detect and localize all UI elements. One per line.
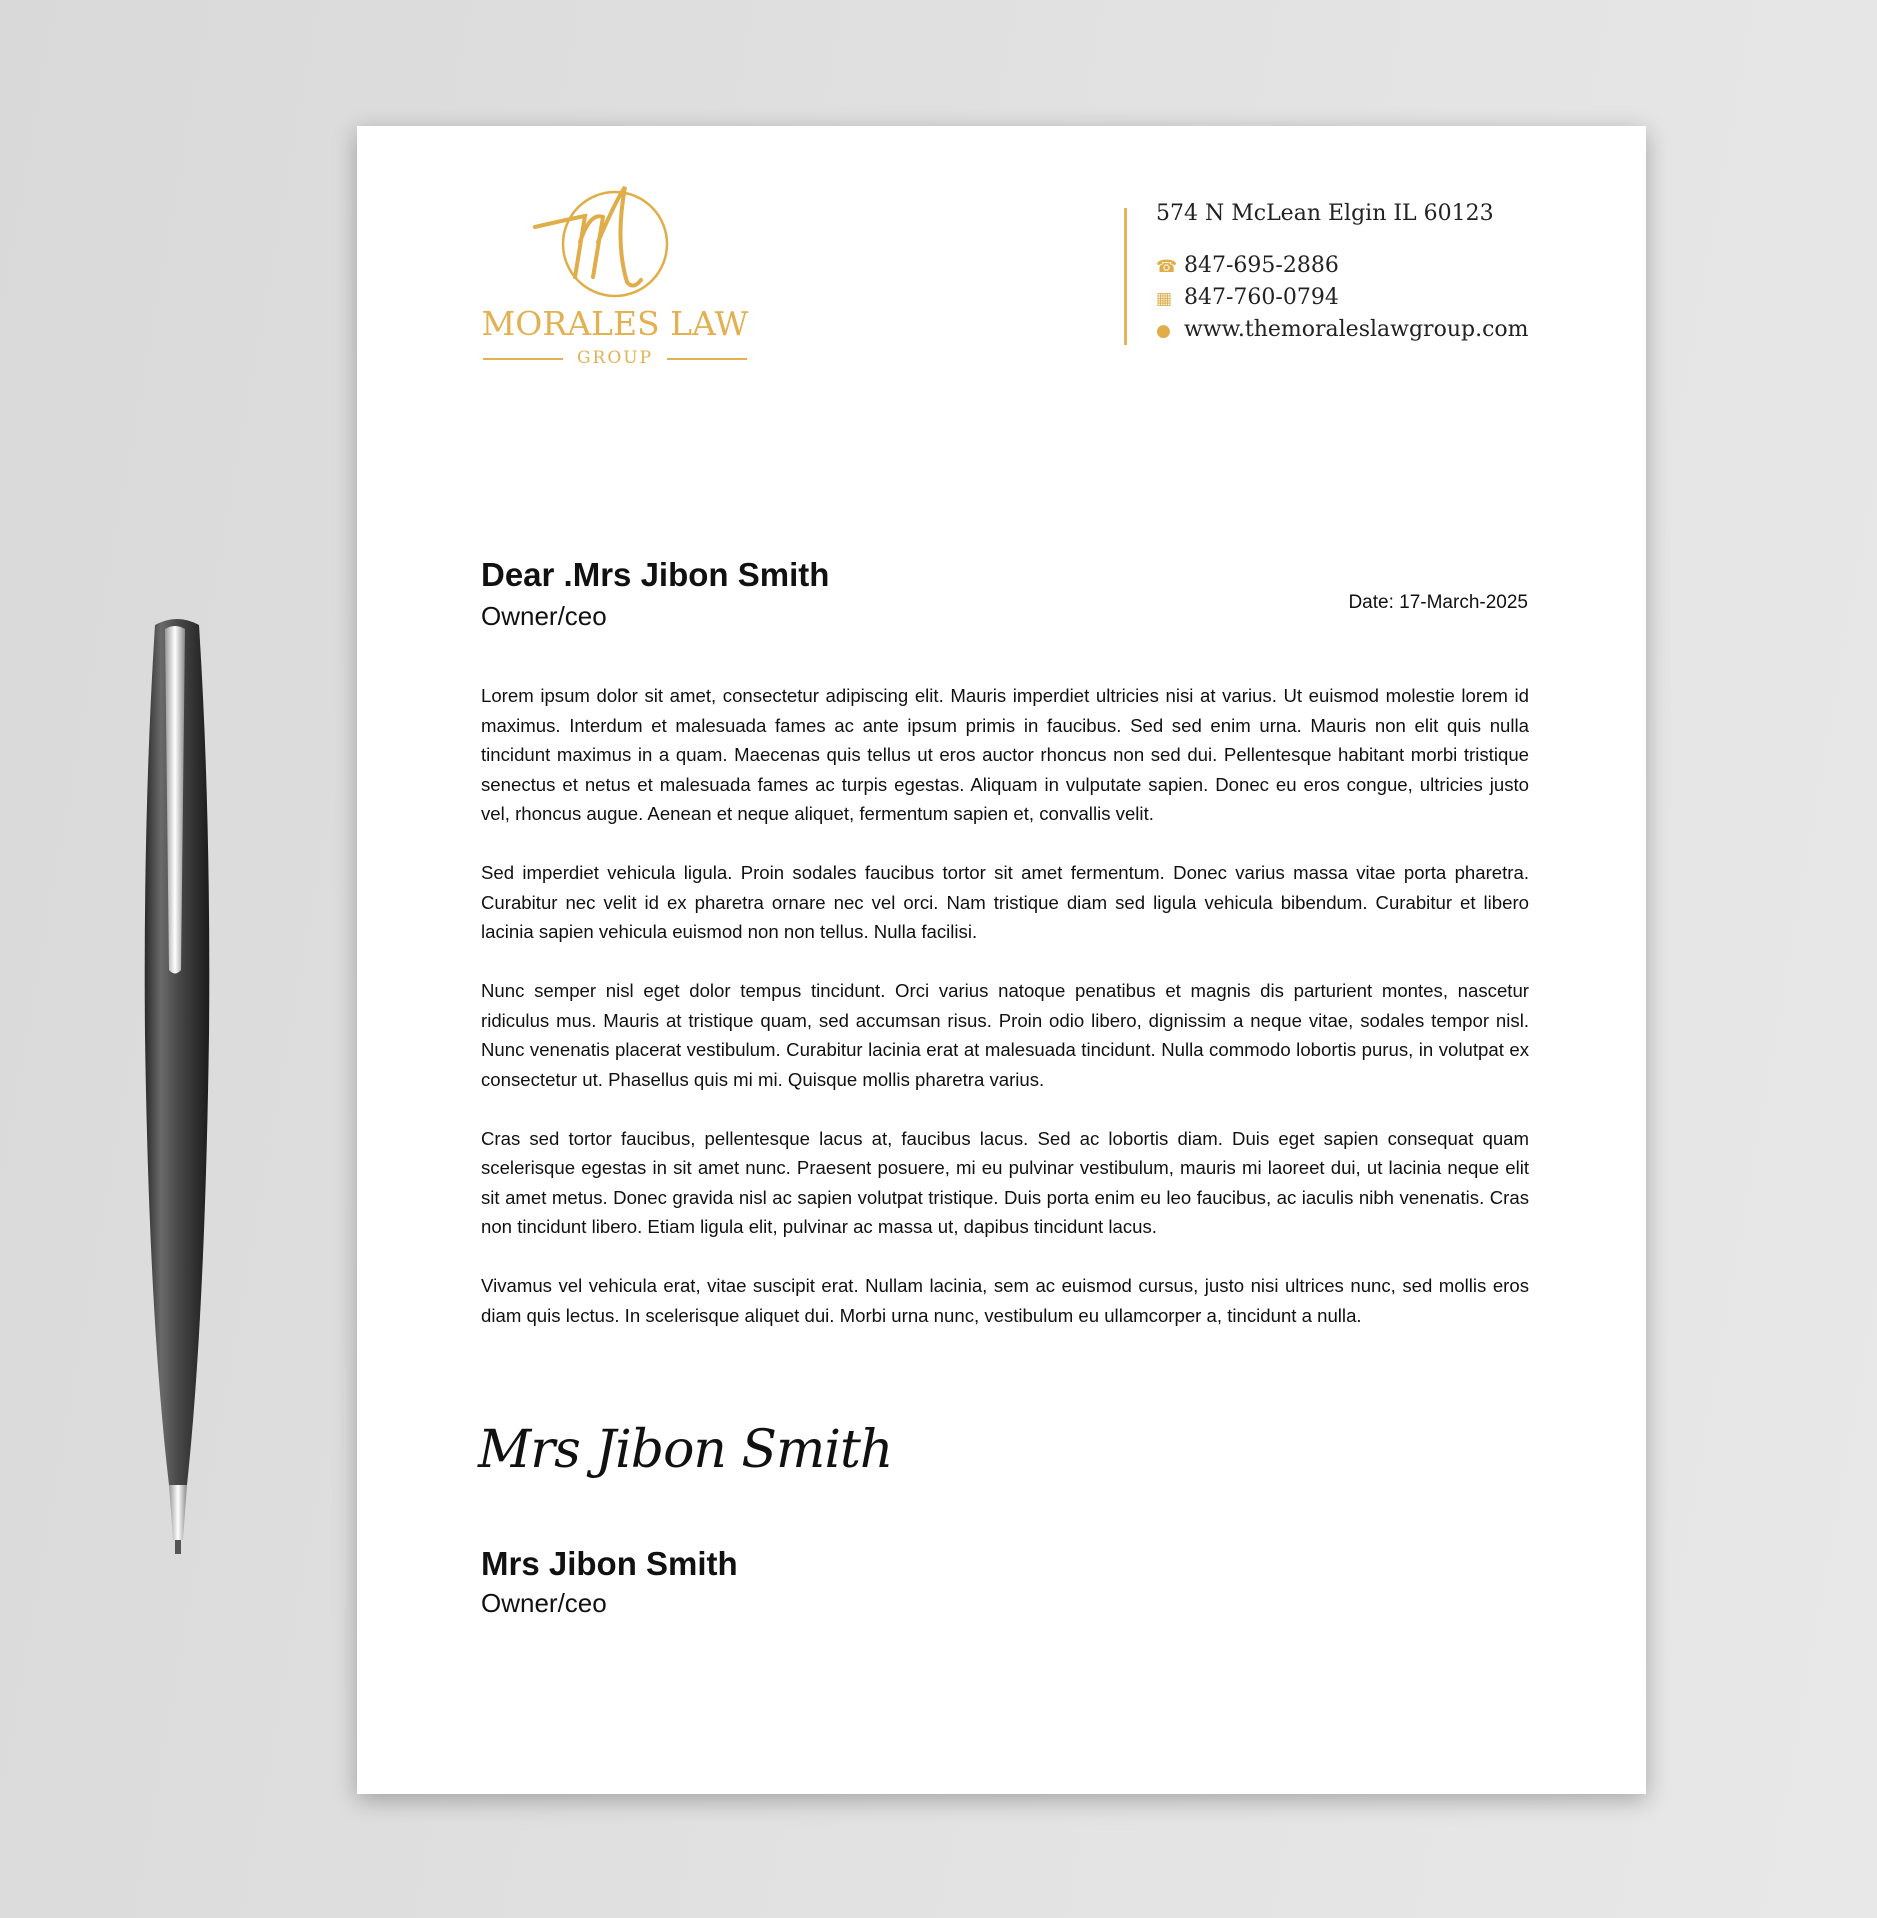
globe-icon: ●: [1156, 321, 1171, 341]
website: www.themoraleslawgroup.com: [1184, 317, 1529, 342]
sender-name: Mrs Jibon Smith: [481, 1545, 738, 1582]
website-row: [1156, 317, 1529, 342]
phone-icon: ☎: [1156, 257, 1178, 277]
fax-row: [1156, 285, 1339, 310]
paragraph: Nunc semper nisl eget dolor tempus tincidunt. Orci varius natoque penatibus et magnis dis parturient montes, nascetur ridiculus mus. Mauris at tristique quam, sed accumsan risus. Proin odio libero, dignissim a neque vitae, sodales tempor nisl. Nunc venenatis placerat vestibulum. Curabitur lacinia erat at malesuada tincidunt. Nulla commodo lobortis purus, in volutpat ex consectetur ut. Phasellus quis mi mi. Quisque mollis pharetra varius.: [481, 980, 1529, 1090]
fax-icon: ▦: [1156, 289, 1173, 309]
salutation: Dear .Mrs Jibon Smith: [481, 556, 830, 593]
header-divider: [1124, 208, 1127, 345]
monogram-icon: [475, 182, 755, 302]
phone-number: 847-695-2886: [1184, 253, 1339, 278]
logo-subtitle: GROUP: [576, 348, 654, 368]
recipient-role: Owner/ceo: [481, 601, 607, 631]
paragraph: Cras sed tortor faucibus, pellentesque lacus at, faucibus lacus. Sed ac lobortis diam. Duis eget sapien consequat quam scelerisque egestas in sit amet nunc. Praesent posuere, mi eu pulvinar vestibulum, mauris mi laoreet dui, ut lacinia neque elit sit amet metus. Donec gravida nisl ac sapien volutpat tristique. Duis porta enim eu leo faucibus, ac iaculis nibh venenatis. Cras non tincidunt libero. Etiam ligula elit, pulvinar ac massa ut, dapibus tincidunt lacus.: [481, 1127, 1529, 1237]
address: 574 N McLean Elgin IL 60123: [1156, 201, 1494, 226]
letter-body: [481, 681, 1529, 1360]
company-logo: [475, 182, 755, 382]
phone-row: [1156, 253, 1339, 278]
fax-number: 847-760-0794: [1184, 285, 1339, 310]
paragraph: Lorem ipsum dolor sit amet, consectetur adipiscing elit. Mauris imperdiet ultricies nisi at varius. Ut euismod molestie lorem id maximus. Interdum et malesuada fames ac ante ipsum primis in faucibus. Sed sed enim urna. Mauris non elit quis nulla tincidunt maximus in a quam. Maecenas quis tellus ut eros auctor rhoncus non sed dui. Pellentesque habitant morbi tristique senectus et netus et malesuada fames ac turpis egestas. Aliquam in vulputate sapien. Donec eu eros congue, ultricies justo vel, rhoncus augue. Aenean et neque aliquet, fermentum sapien et, convallis velit.: [481, 685, 1529, 824]
logo-name: MORALES LAW: [481, 304, 749, 343]
pen-image: [135, 615, 225, 1570]
logo-rule-right: [667, 358, 747, 360]
sender-role: Owner/ceo: [481, 1588, 607, 1618]
letter-date: Date: 17-March-2025: [1348, 592, 1528, 613]
paragraph: Sed imperdiet vehicula ligula. Proin sodales faucibus tortor sit amet fermentum. Donec varius massa vitae porta pharetra. Curabitur nec velit id ex pharetra ornare nec vel orci. Nam tristique diam sed ligula vehicula bibendum. Curabitur et libero lacinia sapien vehicula euismod non non tellus. Nulla facilisi.: [481, 862, 1529, 942]
paragraph: Vivamus vel vehicula erat, vitae suscipit erat. Nullam lacinia, sem ac euismod cursus, justo nisi ultrices nunc, sed mollis eros diam quis lectus. In scelerisque aliquet dui. Morbi urna nunc, vestibulum eu ullamcorper a, tincidunt a nulla.: [481, 1275, 1529, 1326]
handwritten-signature: Mrs Jibon Smith: [478, 1420, 893, 1480]
